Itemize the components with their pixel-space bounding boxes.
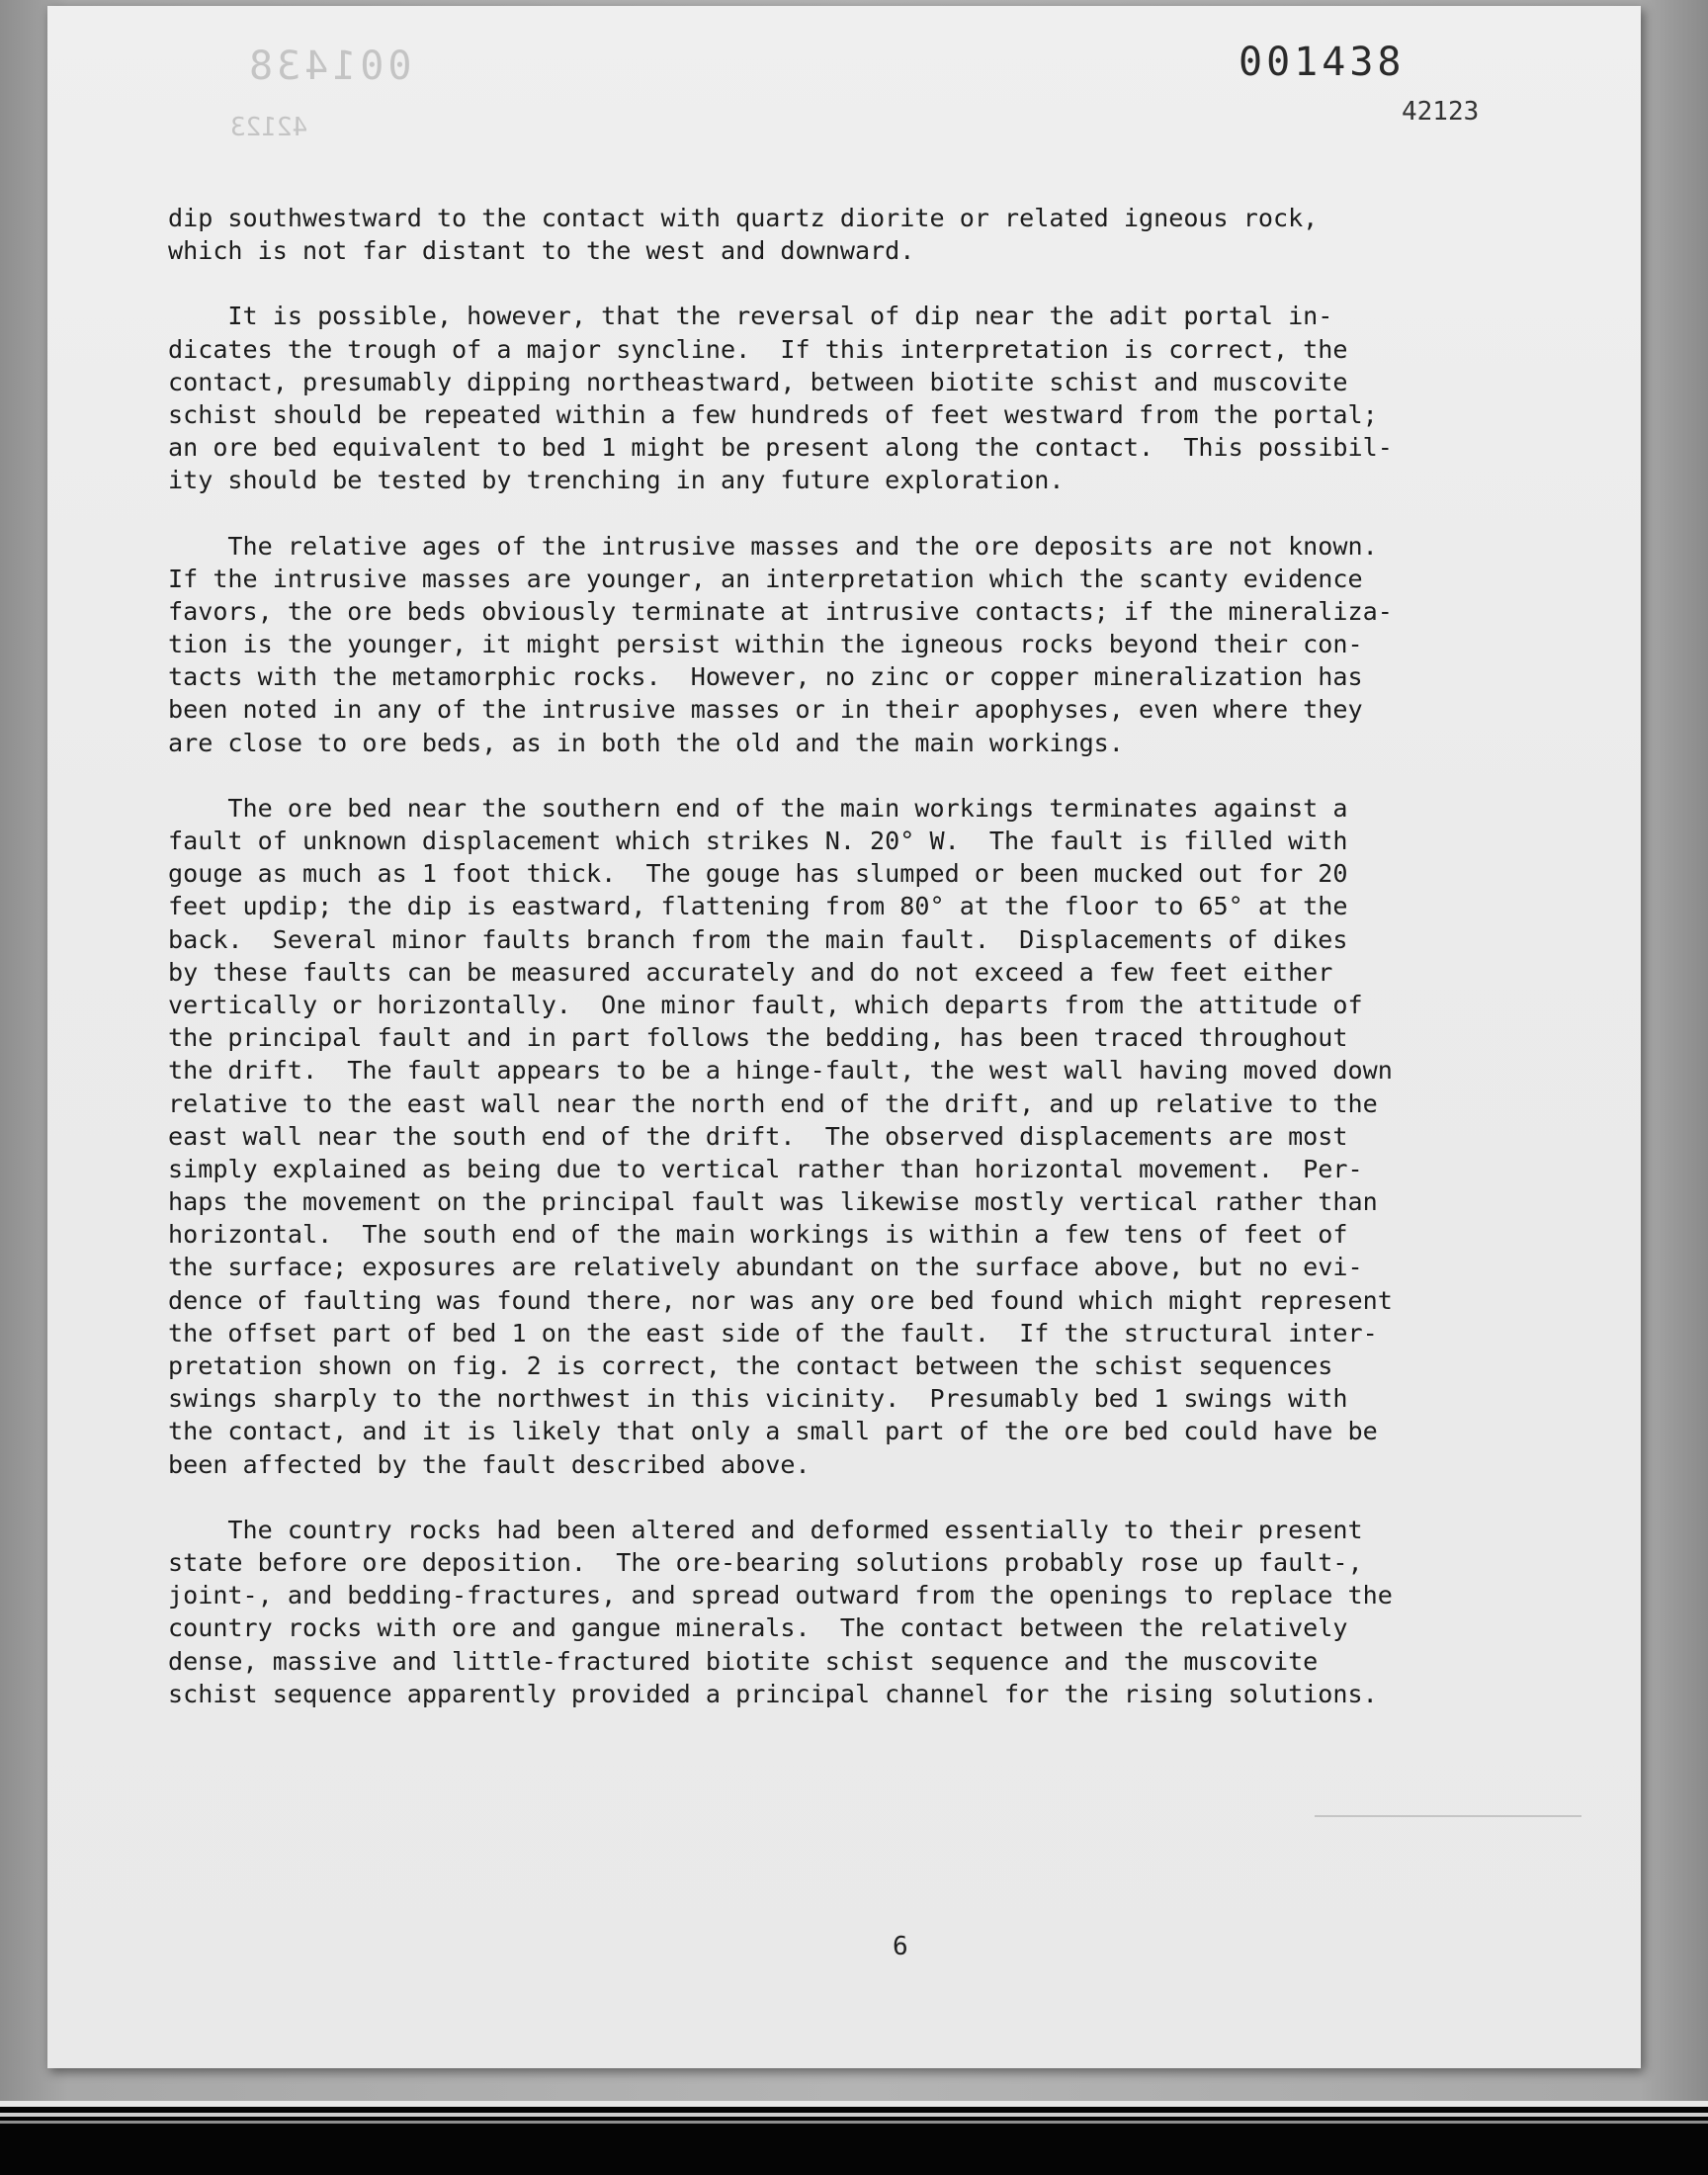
scanner-bottom-edge — [0, 2101, 1708, 2175]
text-line: schist should be repeated within a few hundreds of feet westward from the portal; — [168, 399, 1378, 429]
bleed-through-stamp: 001438 — [245, 44, 412, 89]
text-line: fault of unknown displacement which strikes N. 20° W. The fault is filled with — [168, 826, 1348, 855]
bleed-through-stamp-sub: 42123 — [230, 113, 308, 142]
document-page — [47, 6, 1641, 2068]
text-line: The ore bed near the southern end of the main workings terminates against a — [168, 793, 1348, 823]
text-line: the surface; exposures are relatively abundant on the surface above, but no evi- — [168, 1253, 1363, 1282]
text-line: ity should be tested by trenching in any future exploration. — [168, 466, 1065, 495]
text-line: state before ore deposition. The ore-bearing solutions probably rose up fault-, — [168, 1547, 1363, 1577]
text-line: pretation shown on fig. 2 is correct, the contact between the schist sequences — [168, 1351, 1333, 1380]
paragraph — [168, 202, 1591, 267]
text-line: the principal fault and in part follows the bedding, has been traced throughout — [168, 1023, 1348, 1053]
text-line: country rocks with ore and gangue minerals. The contact between the relatively — [168, 1613, 1348, 1643]
text-line: tion is the younger, it might persist within the igneous rocks beyond their con- — [168, 630, 1363, 659]
text-line: an ore bed equivalent to bed 1 might be present along the contact. This possibil- — [168, 433, 1393, 463]
text-line: vertically or horizontally. One minor fault, which departs from the attitude of — [168, 990, 1363, 1019]
paragraph — [168, 300, 1591, 496]
text-line: east wall near the south end of the drift. The observed displacements are most — [168, 1121, 1348, 1151]
text-line: back. Several minor faults branch from the main fault. Displacements of dikes — [168, 924, 1348, 954]
paragraph — [168, 792, 1591, 1481]
text-line: The country rocks had been altered and deformed essentially to their present — [168, 1515, 1363, 1544]
text-line: the offset part of bed 1 on the east side of the fault. If the structural inter- — [168, 1318, 1378, 1348]
text-line: It is possible, however, that the reversal of dip near the adit portal in- — [168, 302, 1333, 331]
page-number: 6 — [893, 1932, 908, 1961]
text-line: dence of faulting was found there, nor was any ore bed found which might represent — [168, 1285, 1393, 1315]
paragraph — [168, 1514, 1591, 1710]
text-line: been noted in any of the intrusive masses or in their apophyses, even where they — [168, 695, 1363, 725]
text-line: dense, massive and little-fractured biotite schist sequence and the muscovite — [168, 1646, 1319, 1676]
text-line: are close to ore beds, as in both the old and the main workings. — [168, 728, 1124, 757]
footnote-rule — [1315, 1815, 1581, 1817]
document-sub-number: 42123 — [1402, 97, 1480, 127]
text-line: the contact, and it is likely that only a small part of the ore bed could have be — [168, 1417, 1378, 1446]
text-line: joint-, and bedding-fractures, and spread outward from the openings to replace the — [168, 1581, 1393, 1610]
text-line: relative to the east wall near the north end of the drift, and up relative to the — [168, 1088, 1378, 1118]
text-line: horizontal. The south end of the main workings is within a few tens of feet of — [168, 1220, 1348, 1250]
text-line: which is not far distant to the west and downward. — [168, 236, 915, 266]
text-line: swings sharply to the northwest in this vicinity. Presumably bed 1 swings with — [168, 1384, 1348, 1414]
text-line: gouge as much as 1 foot thick. The gouge has slumped or been mucked out for 20 — [168, 859, 1348, 889]
scanner-edge-line — [0, 2101, 1708, 2107]
text-line: If the intrusive masses are younger, an interpretation which the scanty evidence — [168, 564, 1363, 593]
text-line: contact, presumably dipping northeastward, between biotite schist and muscovite — [168, 367, 1348, 396]
text-line: The relative ages of the intrusive masses and the ore deposits are not known. — [168, 531, 1378, 561]
text-line: the drift. The fault appears to be a hinge-fault, the west wall having moved down — [168, 1056, 1393, 1086]
text-line: simply explained as being due to vertical rather than horizontal movement. Per- — [168, 1154, 1363, 1183]
text-line: dip southwestward to the contact with quartz diorite or related igneous rock, — [168, 204, 1319, 232]
text-line: haps the movement on the principal fault was likewise mostly vertical rather than — [168, 1187, 1378, 1217]
text-line: been affected by the fault described above. — [168, 1449, 811, 1479]
document-number-stamp: 001438 — [1238, 40, 1406, 85]
text-line: feet updip; the dip is eastward, flattening from 80° at the floor to 65° at the — [168, 892, 1348, 921]
scanner-edge-line — [0, 2121, 1708, 2124]
text-line: favors, the ore beds obviously terminate at intrusive contacts; if the mineraliza- — [168, 596, 1393, 626]
text-line: dicates the trough of a major syncline. If this interpretation is correct, the — [168, 334, 1348, 364]
text-line: tacts with the metamorphic rocks. However, no zinc or copper mineralization has — [168, 662, 1363, 692]
text-line: by these faults can be measured accurately and do not exceed a few feet either — [168, 957, 1333, 987]
text-line: schist sequence apparently provided a principal channel for the rising solutions. — [168, 1679, 1378, 1708]
body-text — [168, 202, 1591, 1743]
scanner-edge-line — [0, 2113, 1708, 2117]
paragraph — [168, 530, 1591, 759]
